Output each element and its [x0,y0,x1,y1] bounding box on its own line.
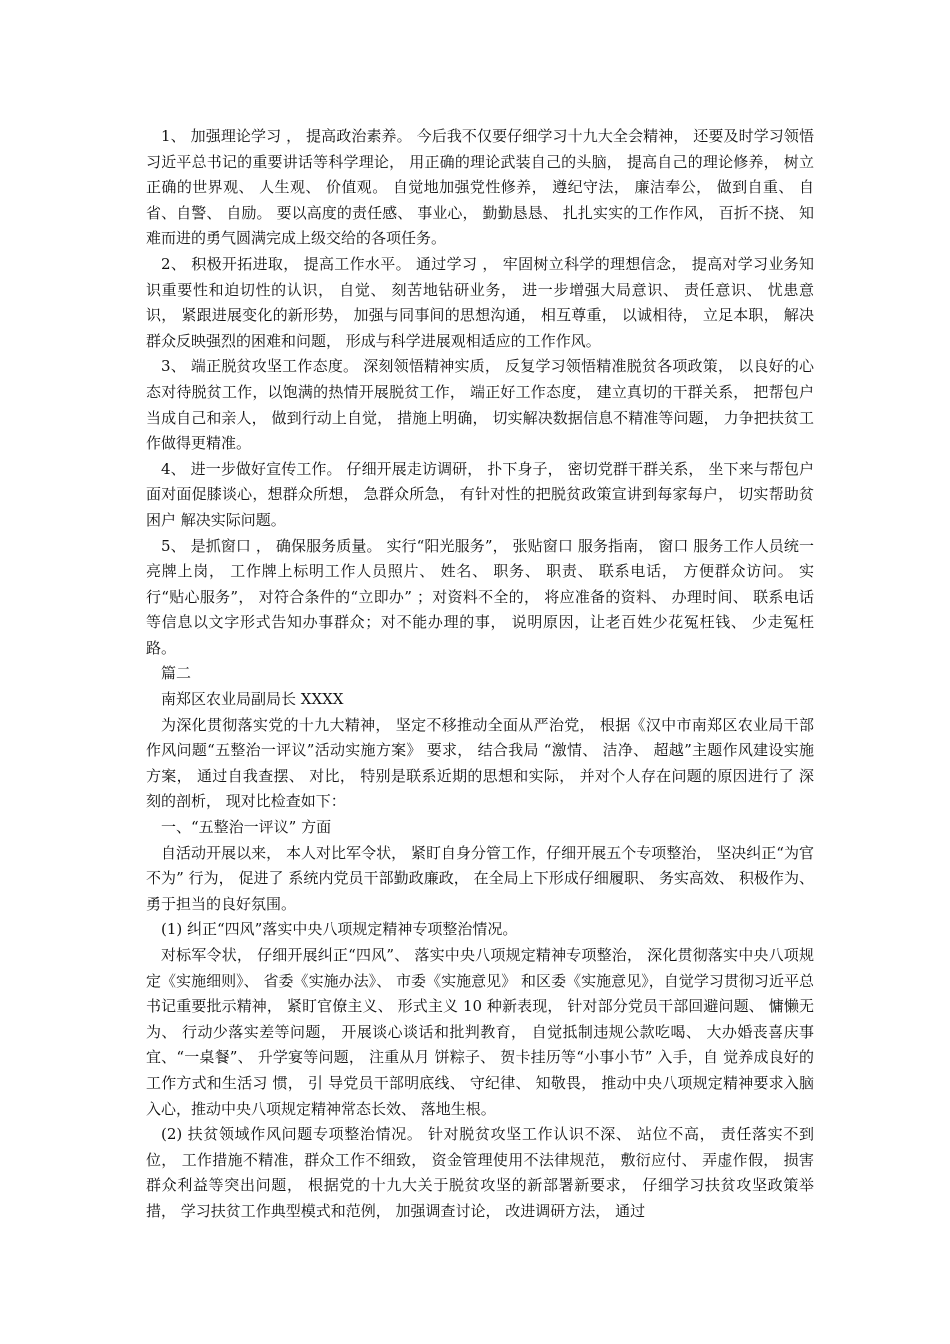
paragraph-1: 1、 加强理论学习 ， 提高政治素养。 今后我不仅要仔细学习十九大全会精神， 还要及时学习领悟习近平总书记的重要讲话等科学理论， 用正确的理论武装自己的头脑， 提高自己的理论修养， 树立正确的世界观、 人生观、 价值观。 自觉地加强党性修养， 遵纪守法， 廉洁奉公， 做到自重、 自省、自警、 自励。 要以高度的责任感、 事业心， 勤勤恳恳、 扎扎实实的工作作风， 百折不挠、 知难而进的勇气圆满完成上级交给的各项任务。 [146,127,814,248]
subsection-heading-1: 一、“五整治一评议” 方面 [161,818,332,837]
paragraph-activity: 自活动开展以来， 本人对比军令状， 紧盯自身分管工作，仔细开展五个专项整治， 坚决纠正“为官不为” 行为， 促进了 系统内党员干部勤政廉政， 在全局上下形成仔细履职、 务实高效、 积极作为、 勇于担当的良好氛围。 [146,843,814,913]
paragraph-2: 2、 积极开拓进取， 提高工作水平。 通过学习 ， 牢固树立科学的理想信念， 提高对学习业务知识重要性和迫切性的认识， 自觉、 刻苦地钻研业务， 进一步增强大局意识、 责任意识、 忧患意识， 紧跟进展变化的新形势， 加强与同事间的思想沟通， 相互尊重， 以诚相待， 立足本职， 解决群众反映强烈的困难和问题， 形成与科学进展观相适应的工作作风。 [146,254,814,350]
paragraph-four-winds: 对标军令状， 仔细开展纠正“四风”、 落实中央八项规定精神专项整治， 深化贯彻落实中央八项规定《实施细则》、 省委《实施办法》、 市委《实施意见》 和区委《实施意见》，自觉学习贯彻习近平总书记重要批示精神， 紧盯官僚主义、 形式主义 10 种新表现， 针对部分党员干部回避问题、 慵懒无为、 行动少落实差等问题， 开展谈心谈话和批判教育， 自觉抵制违规公款吃喝、 大办婚丧喜庆事宜、“一桌餐”、 升学宴等问题， 注重从月 饼粽子、 贺卡挂历等“小事小节” 入手，自 觉养成良好的工作方式和生活习 惯， 引 导党员干部明底线、 守纪律、 知敬畏， 推动中央八项规定精神要求入脑入心，推动中央八项规定精神常态长效、 落地生根。 [146,946,814,1118]
paragraph-4: 4、 进一步做好宣传工作。 仔细开展走访调研， 扑下身子， 密切党群干群关系， 坐下来与帮包户面对面促膝谈心，想群众所想， 急群众所急， 有针对性的把脱贫政策宣讲到每家每户， 切实帮助贫困户 解决实际问题。 [146,459,814,529]
paragraph-intro: 为深化贯彻落实党的十九大精神， 坚定不移推动全面从严治党， 根据《汉中市南郑区农业局干部作风问题“五整治一评议”活动实施方案》 要求， 结合我局 “激情、 洁净、 超越”主题作风建设实施方案， 通过自我查摆、 对比， 特别是联系近期的思想和实际， 并对个人存在问题的原因进行了 深刻的剖析， 现对比检查如下： [146,715,814,811]
paragraph-5: 5、 是抓窗口 ， 确保服务质量。 实行“阳光服务”， 张贴窗口 服务指南， 窗口 服务工作人员统一亮牌上岗， 工作牌上标明工作人员照片、 姓名、 职务、 职责、 联系电话， 方便群众访问。 实行“贴心服务”， 对符合条件的“立即办” ；对资料不全的， 将应准备的资料、 办理时间、 联系电话等信息以文字形式告知办事群众；对不能办理的事， 说明原因，让老百姓少花冤枉钱、 少走冤枉路。 [146,536,814,657]
paragraph-3: 3、 端正脱贫攻坚工作态度。 深刻领悟精神实质， 反复学习领悟精准脱贫各项政策， 以良好的心态对待脱贫工作，以饱满的热情开展脱贫工作， 端正好工作态度， 建立真切的干群关系， 把帮包户当成自己和亲人， 做到行动上自觉， 措施上明确， 切实解决数据信息不精准等问题， 力争把扶贫工作做得更精准。 [146,357,814,453]
document-page [146,124,814,1225]
section-heading-part-two: 篇二 [161,664,192,683]
item-heading-1: (1) 纠正“四风”落实中央八项规定精神专项整治情况。 [161,920,518,939]
paragraph-poverty: (2) 扶贫领域作风问题专项整治情况。 针对脱贫攻坚工作认识不深、 站位不高， 责任落实不到位， 工作措施不精准，群众工作不细致， 资金管理使用不法律规范， 敷衍应付、 弄虚作假， 损害群众利益等突出问题， 根据党的十九大关于脱贫攻坚的新部署新要求， 仔细学习扶贫攻坚政策举措， 学习扶贫工作典型模式和范例， 加强调查讨论， 改进调研方法， 通过 [146,1125,814,1220]
author-line: 南郑区农业局副局长 XXXX [161,690,344,709]
